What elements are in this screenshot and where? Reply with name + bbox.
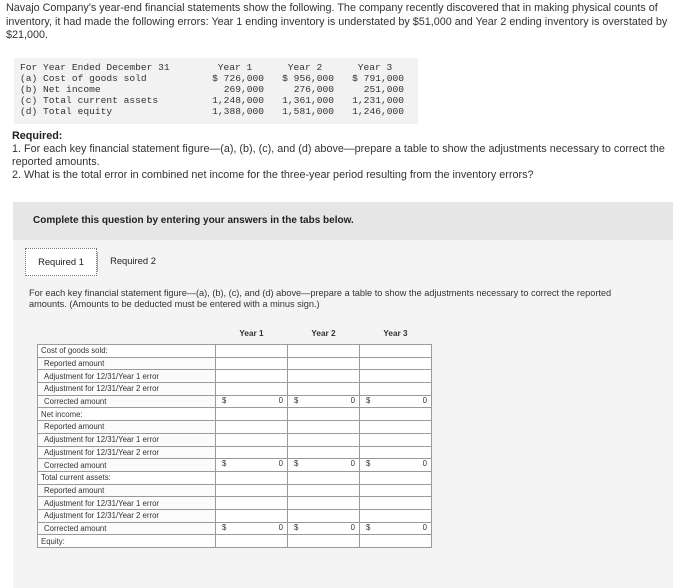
section-title: Equity: (38, 535, 216, 548)
table-header-year1: Year 1 (216, 322, 288, 345)
required-item-1: 1. For each key financial statement figure—(a), (b), (c), and (d) above—prepare a table to show the adjustments necessary to correct the reported amounts. (12, 143, 665, 168)
amount-input[interactable] (288, 357, 360, 370)
given-label-column (20, 62, 220, 117)
table-header-year3: Year 3 (360, 322, 432, 345)
amount-input[interactable] (288, 497, 360, 510)
table-row (38, 509, 432, 522)
table-header-blank (38, 322, 216, 345)
table-row (38, 421, 432, 434)
tab-required-2[interactable]: Required 2 (110, 255, 156, 266)
total-cell: $ 0 (360, 395, 432, 408)
section-row (38, 535, 432, 548)
given-col-header: Year 1 (217, 62, 253, 73)
row-label: Adjustment for 12/31/Year 1 error (38, 497, 216, 510)
row-label: Adjustment for 12/31/Year 2 error (38, 446, 216, 459)
given-cell: 276,000 (293, 84, 334, 95)
given-cell: 269,000 (223, 84, 264, 95)
section-row (38, 408, 432, 421)
table-row (38, 433, 432, 446)
amount-input[interactable] (288, 433, 360, 446)
row-label: Adjustment for 12/31/Year 2 error (38, 383, 216, 396)
answer-panel (13, 240, 673, 588)
banner-text: Complete this question by entering your answers in the tabs below. (33, 215, 354, 226)
given-cell: $ 956,000 (282, 73, 334, 84)
given-year3-column (346, 62, 404, 117)
table-row (38, 484, 432, 497)
given-cell: 1,581,000 (282, 106, 334, 117)
amount-input[interactable] (216, 357, 288, 370)
instructions-banner (13, 202, 673, 240)
required-heading: Required: (12, 130, 63, 142)
table-row (38, 497, 432, 510)
table-row (38, 357, 432, 370)
row-label: Reported amount (38, 484, 216, 497)
row-label: Corrected amount (38, 395, 216, 408)
amount-input[interactable] (360, 433, 432, 446)
amount-input[interactable] (360, 484, 432, 497)
amount-input[interactable] (360, 370, 432, 383)
given-data-table (14, 58, 418, 124)
table-header-year2: Year 2 (288, 322, 360, 345)
table-row (38, 370, 432, 383)
amount-input[interactable] (216, 421, 288, 434)
given-cell: 1,231,000 (352, 95, 404, 106)
amount-input[interactable] (288, 509, 360, 522)
given-col-header: Year 2 (287, 62, 323, 73)
amount-input[interactable] (360, 509, 432, 522)
required-section (12, 130, 692, 182)
section-title: Total current assets: (38, 471, 216, 484)
given-cell: 1,361,000 (282, 95, 334, 106)
row-label: Adjustment for 12/31/Year 1 error (38, 433, 216, 446)
total-cell: $ 0 (288, 395, 360, 408)
required-item-2: 2. What is the total error in combined net income for the three-year period resulting from the inventory errors? (12, 169, 534, 181)
amount-input[interactable] (288, 383, 360, 396)
total-cell: $ 0 (216, 459, 288, 472)
amount-input[interactable] (360, 383, 432, 396)
row-label: Reported amount (38, 421, 216, 434)
total-cell: $ 0 (288, 522, 360, 535)
table-row (38, 446, 432, 459)
amount-input[interactable] (288, 484, 360, 497)
tab-instruction (29, 288, 629, 310)
given-row-label: (b) Net income (20, 84, 101, 95)
given-row-label: (c) Total current assets (20, 95, 159, 106)
amount-input[interactable] (216, 383, 288, 396)
section-row (38, 345, 432, 358)
section-title: Net income: (38, 408, 216, 421)
given-cell: 251,000 (363, 84, 404, 95)
given-col-header: Year 3 (357, 62, 393, 73)
amount-input[interactable] (216, 484, 288, 497)
given-row-label: (a) Cost of goods sold (20, 73, 147, 84)
total-cell: $ 0 (360, 522, 432, 535)
amount-input[interactable] (360, 446, 432, 459)
given-year2-column (276, 62, 334, 117)
amount-input[interactable] (216, 446, 288, 459)
given-row-label: (d) Total equity (20, 106, 113, 117)
section-title: Cost of goods sold: (38, 345, 216, 358)
adjustments-table (37, 322, 432, 548)
amount-input[interactable] (288, 370, 360, 383)
total-cell: $ 0 (216, 522, 288, 535)
total-cell: $ 0 (216, 395, 288, 408)
table-row (38, 383, 432, 396)
instruction-note: (Amounts to be deducted must be entered with a minus sign.) (69, 299, 320, 309)
row-label: Adjustment for 12/31/Year 1 error (38, 370, 216, 383)
given-cell: 1,246,000 (352, 106, 404, 117)
amount-input[interactable] (288, 421, 360, 434)
amount-input[interactable] (360, 357, 432, 370)
row-label: Corrected amount (38, 522, 216, 535)
given-header-label: For Year Ended December 31 (20, 62, 170, 73)
given-cell: 1,388,000 (212, 106, 264, 117)
problem-intro: Navajo Company's year-end financial statements show the following. The company recently discovered that in making physical counts of inventory, it had made the following errors: Year 1 ending inventory is understated by $51,000 and Year 2 ending inventory is overstated by $21,000. (6, 2, 668, 41)
row-label: Adjustment for 12/31/Year 2 error (38, 509, 216, 522)
amount-input[interactable] (360, 421, 432, 434)
instruction-text: For each key financial statement figure—(a), (b), (c), and (d) above—prepare a table to show the adjustments necessary to correct the reported amounts. (29, 288, 612, 309)
total-row (38, 459, 432, 472)
amount-input[interactable] (216, 497, 288, 510)
amount-input[interactable] (288, 446, 360, 459)
given-cell: $ 726,000 (212, 73, 264, 84)
tab-required-1[interactable]: Required 1 (25, 248, 97, 276)
section-row (38, 471, 432, 484)
total-cell: $ 0 (360, 459, 432, 472)
total-row (38, 395, 432, 408)
row-label: Corrected amount (38, 459, 216, 472)
given-year1-column (206, 62, 264, 117)
amount-input[interactable] (360, 497, 432, 510)
row-label: Reported amount (38, 357, 216, 370)
total-row (38, 522, 432, 535)
given-cell: 1,248,000 (212, 95, 264, 106)
amount-input[interactable] (216, 509, 288, 522)
total-cell: $ 0 (288, 459, 360, 472)
amount-input[interactable] (216, 370, 288, 383)
given-cell: $ 791,000 (352, 73, 404, 84)
amount-input[interactable] (216, 433, 288, 446)
